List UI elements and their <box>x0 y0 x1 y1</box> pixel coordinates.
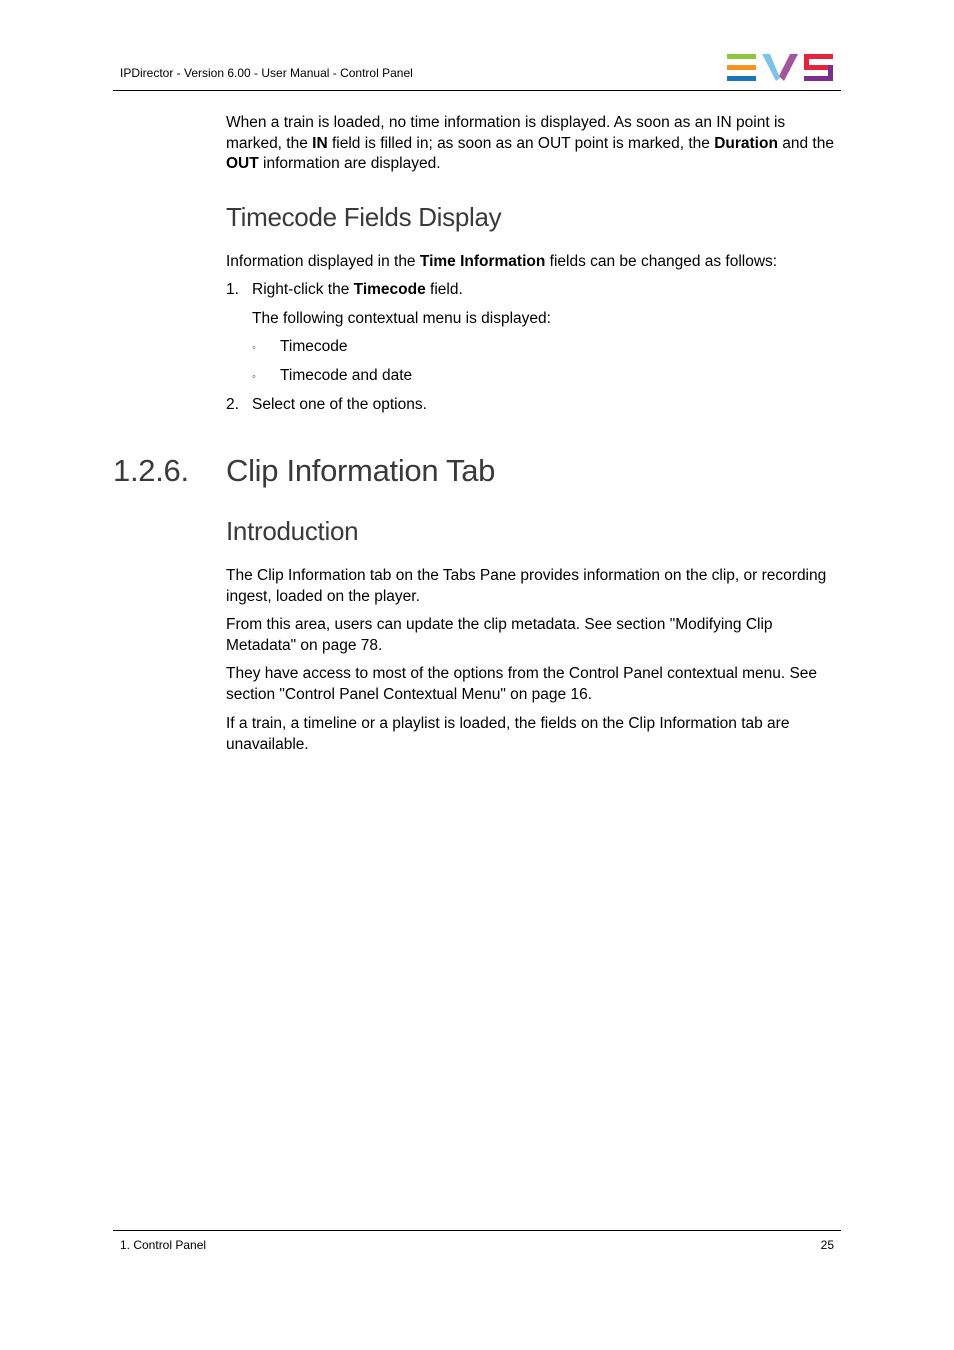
clip-paragraph-4: If a train, a timeline or a playlist is loaded, the fields on the Clip Information tab are unavailable. <box>226 715 790 753</box>
option-bullet: ◦ <box>252 371 256 383</box>
page-number: 25 <box>820 1238 834 1252</box>
section-number: 1.2.6. <box>113 453 189 488</box>
logo-v-right <box>779 54 798 81</box>
running-header-title: IPDirector - Version 6.00 - User Manual - Control Panel <box>120 66 413 80</box>
step-2-text: Select one of the options. <box>252 396 427 413</box>
step-1-number: 1. <box>226 281 239 298</box>
logo-v-left <box>762 54 780 81</box>
step-1-result: The following contextual menu is displayed: <box>252 310 551 327</box>
timecode-fields-heading: Timecode Fields Display <box>226 202 502 232</box>
logo-e-stripe-green <box>727 54 756 59</box>
logo-e-stripe-orange <box>727 65 756 70</box>
step-1-text: Right-click the Timecode field. <box>252 281 463 298</box>
evs-logo <box>727 54 833 81</box>
option-bullet: ◦ <box>252 342 256 354</box>
introduction-heading: Introduction <box>226 516 359 546</box>
footer-rule <box>113 1230 841 1231</box>
step-2-number: 2. <box>226 396 239 413</box>
clip-paragraph-1: The Clip Information tab on the Tabs Pane provides information on the clip, or recording ingest, loaded on the player. <box>226 567 827 605</box>
option-timecode: Timecode <box>280 338 348 355</box>
timecode-lead-paragraph: Information displayed in the Time Information fields can be changed as follows: <box>226 253 778 270</box>
footer-chapter: 1. Control Panel <box>120 1238 207 1252</box>
section-title: Clip Information Tab <box>226 453 496 488</box>
option-timecode-and-date: Timecode and date <box>280 367 413 384</box>
logo-e-stripe-blue <box>727 76 756 81</box>
clip-paragraph-2: From this area, users can update the clip metadata. See section "Modifying Clip Metadata" on page 78. <box>226 616 773 654</box>
intro-paragraph: When a train is loaded, no time information is displayed. As soon as an IN point is marked, the IN field is filled in; as soon as an OUT point is marked, the Duration and the OUT information are displayed. <box>226 114 834 172</box>
header-rule <box>113 90 841 91</box>
clip-paragraph-3: They have access to most of the options from the Control Panel contextual menu. See section "Control Panel Contextual Menu" on page 16. <box>226 665 818 703</box>
logo-s-bottom <box>804 76 833 81</box>
